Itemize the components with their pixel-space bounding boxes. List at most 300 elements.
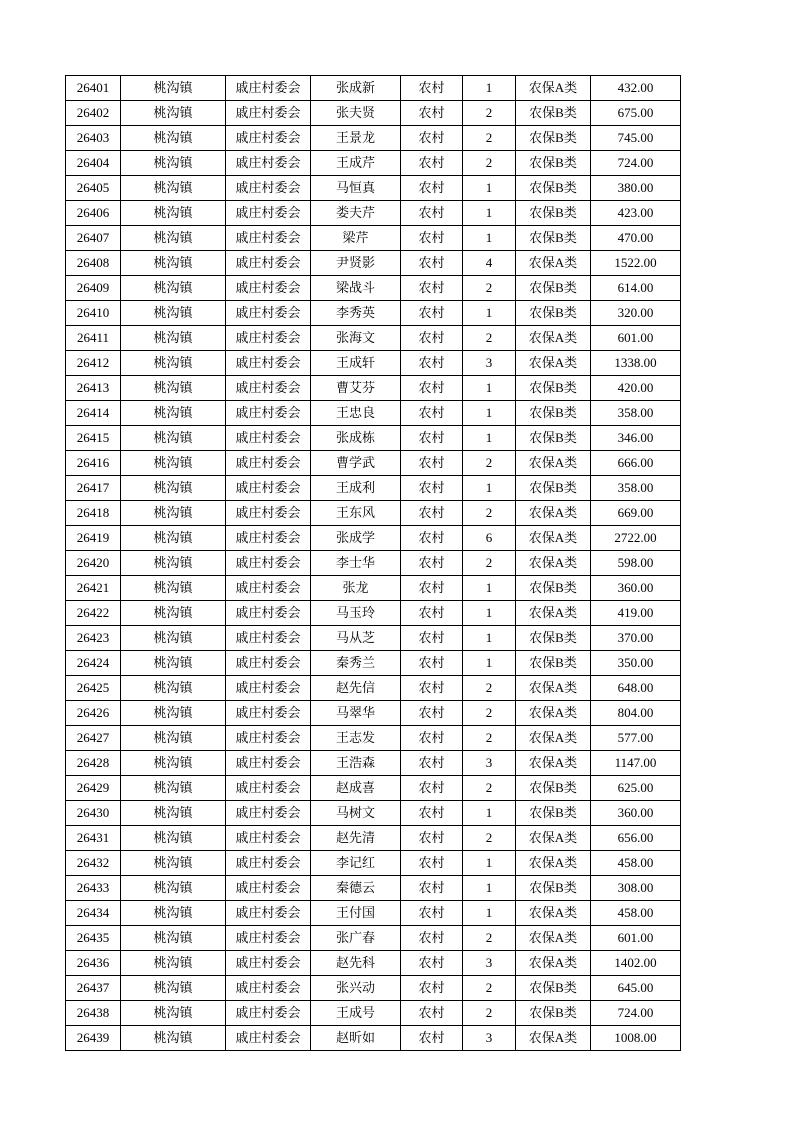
cell-type: 农村	[401, 426, 463, 451]
cell-type: 农村	[401, 276, 463, 301]
cell-amount: 724.00	[591, 1001, 681, 1026]
cell-type: 农村	[401, 1026, 463, 1051]
cell-name: 张成学	[311, 526, 401, 551]
cell-seq: 26417	[66, 476, 121, 501]
cell-village: 戚庄村委会	[226, 301, 311, 326]
cell-name: 梁战斗	[311, 276, 401, 301]
cell-type: 农村	[401, 851, 463, 876]
cell-town: 桃沟镇	[121, 876, 226, 901]
cell-seq: 26423	[66, 626, 121, 651]
cell-amount: 423.00	[591, 201, 681, 226]
cell-town: 桃沟镇	[121, 476, 226, 501]
cell-type: 农村	[401, 601, 463, 626]
cell-category: 农保B类	[516, 201, 591, 226]
cell-amount: 419.00	[591, 601, 681, 626]
cell-seq: 26432	[66, 851, 121, 876]
cell-count: 2	[463, 976, 516, 1001]
cell-name: 王东风	[311, 501, 401, 526]
cell-village: 戚庄村委会	[226, 201, 311, 226]
cell-village: 戚庄村委会	[226, 726, 311, 751]
cell-type: 农村	[401, 176, 463, 201]
cell-type: 农村	[401, 226, 463, 251]
cell-name: 娄夫芹	[311, 201, 401, 226]
cell-village: 戚庄村委会	[226, 526, 311, 551]
cell-town: 桃沟镇	[121, 701, 226, 726]
table-row	[66, 276, 681, 301]
table-row	[66, 76, 681, 101]
cell-name: 张成新	[311, 76, 401, 101]
cell-count: 2	[463, 551, 516, 576]
table-row	[66, 701, 681, 726]
cell-village: 戚庄村委会	[226, 76, 311, 101]
cell-name: 王景龙	[311, 126, 401, 151]
cell-count: 1	[463, 176, 516, 201]
cell-amount: 645.00	[591, 976, 681, 1001]
cell-type: 农村	[401, 101, 463, 126]
cell-village: 戚庄村委会	[226, 126, 311, 151]
cell-town: 桃沟镇	[121, 451, 226, 476]
cell-count: 2	[463, 701, 516, 726]
cell-seq: 26408	[66, 251, 121, 276]
cell-amount: 1522.00	[591, 251, 681, 276]
cell-amount: 656.00	[591, 826, 681, 851]
cell-village: 戚庄村委会	[226, 851, 311, 876]
cell-seq: 26404	[66, 151, 121, 176]
cell-amount: 308.00	[591, 876, 681, 901]
cell-count: 3	[463, 1026, 516, 1051]
cell-town: 桃沟镇	[121, 826, 226, 851]
cell-name: 李秀英	[311, 301, 401, 326]
table-row	[66, 201, 681, 226]
cell-seq: 26434	[66, 901, 121, 926]
cell-name: 王志发	[311, 726, 401, 751]
cell-type: 农村	[401, 501, 463, 526]
cell-name: 王成号	[311, 1001, 401, 1026]
cell-seq: 26414	[66, 401, 121, 426]
table-row	[66, 451, 681, 476]
cell-type: 农村	[401, 126, 463, 151]
cell-amount: 804.00	[591, 701, 681, 726]
cell-category: 农保A类	[516, 701, 591, 726]
cell-count: 1	[463, 201, 516, 226]
cell-count: 4	[463, 251, 516, 276]
cell-amount: 458.00	[591, 851, 681, 876]
cell-count: 1	[463, 226, 516, 251]
cell-amount: 1338.00	[591, 351, 681, 376]
cell-type: 农村	[401, 451, 463, 476]
cell-village: 戚庄村委会	[226, 801, 311, 826]
cell-amount: 745.00	[591, 126, 681, 151]
cell-category: 农保A类	[516, 351, 591, 376]
cell-seq: 26428	[66, 751, 121, 776]
benefits-table	[65, 75, 681, 1051]
cell-count: 1	[463, 301, 516, 326]
cell-name: 曹艾芬	[311, 376, 401, 401]
cell-count: 1	[463, 576, 516, 601]
cell-count: 1	[463, 901, 516, 926]
cell-name: 马从芝	[311, 626, 401, 651]
cell-town: 桃沟镇	[121, 851, 226, 876]
cell-amount: 675.00	[591, 101, 681, 126]
cell-count: 2	[463, 926, 516, 951]
cell-seq: 26422	[66, 601, 121, 626]
cell-amount: 724.00	[591, 151, 681, 176]
cell-count: 2	[463, 101, 516, 126]
cell-town: 桃沟镇	[121, 626, 226, 651]
table-row	[66, 101, 681, 126]
cell-amount: 380.00	[591, 176, 681, 201]
cell-town: 桃沟镇	[121, 1001, 226, 1026]
cell-count: 1	[463, 376, 516, 401]
cell-seq: 26437	[66, 976, 121, 1001]
cell-name: 张广春	[311, 926, 401, 951]
cell-type: 农村	[401, 626, 463, 651]
table-row	[66, 426, 681, 451]
cell-seq: 26402	[66, 101, 121, 126]
cell-category: 农保A类	[516, 951, 591, 976]
cell-amount: 1402.00	[591, 951, 681, 976]
table-row	[66, 776, 681, 801]
cell-name: 李士华	[311, 551, 401, 576]
cell-village: 戚庄村委会	[226, 1026, 311, 1051]
cell-type: 农村	[401, 701, 463, 726]
cell-seq: 26401	[66, 76, 121, 101]
cell-category: 农保B类	[516, 101, 591, 126]
table-row	[66, 1001, 681, 1026]
table-row	[66, 601, 681, 626]
cell-seq: 26436	[66, 951, 121, 976]
cell-type: 农村	[401, 201, 463, 226]
cell-count: 1	[463, 476, 516, 501]
cell-category: 农保A类	[516, 76, 591, 101]
cell-seq: 26403	[66, 126, 121, 151]
table-row	[66, 651, 681, 676]
cell-seq: 26439	[66, 1026, 121, 1051]
cell-type: 农村	[401, 376, 463, 401]
cell-name: 王浩森	[311, 751, 401, 776]
table-row	[66, 951, 681, 976]
cell-category: 农保A类	[516, 501, 591, 526]
cell-category: 农保A类	[516, 551, 591, 576]
table-row	[66, 126, 681, 151]
cell-type: 农村	[401, 326, 463, 351]
cell-count: 1	[463, 626, 516, 651]
cell-village: 戚庄村委会	[226, 226, 311, 251]
cell-amount: 648.00	[591, 676, 681, 701]
cell-count: 2	[463, 1001, 516, 1026]
table-row	[66, 751, 681, 776]
cell-name: 马树文	[311, 801, 401, 826]
cell-category: 农保A类	[516, 326, 591, 351]
cell-village: 戚庄村委会	[226, 351, 311, 376]
cell-village: 戚庄村委会	[226, 926, 311, 951]
cell-village: 戚庄村委会	[226, 426, 311, 451]
cell-town: 桃沟镇	[121, 926, 226, 951]
cell-town: 桃沟镇	[121, 576, 226, 601]
cell-village: 戚庄村委会	[226, 176, 311, 201]
table-row	[66, 1026, 681, 1051]
cell-town: 桃沟镇	[121, 901, 226, 926]
cell-category: 农保B类	[516, 226, 591, 251]
cell-amount: 432.00	[591, 76, 681, 101]
cell-count: 2	[463, 451, 516, 476]
cell-category: 农保A类	[516, 601, 591, 626]
table-row	[66, 726, 681, 751]
cell-seq: 26406	[66, 201, 121, 226]
cell-name: 赵先科	[311, 951, 401, 976]
cell-seq: 26420	[66, 551, 121, 576]
cell-name: 王成芹	[311, 151, 401, 176]
cell-town: 桃沟镇	[121, 776, 226, 801]
cell-category: 农保A类	[516, 526, 591, 551]
cell-type: 农村	[401, 826, 463, 851]
cell-type: 农村	[401, 976, 463, 1001]
cell-type: 农村	[401, 726, 463, 751]
cell-town: 桃沟镇	[121, 401, 226, 426]
cell-seq: 26419	[66, 526, 121, 551]
cell-type: 农村	[401, 476, 463, 501]
cell-category: 农保A类	[516, 751, 591, 776]
cell-village: 戚庄村委会	[226, 501, 311, 526]
cell-town: 桃沟镇	[121, 426, 226, 451]
cell-name: 赵先清	[311, 826, 401, 851]
table-row	[66, 551, 681, 576]
cell-count: 3	[463, 351, 516, 376]
table-row	[66, 476, 681, 501]
cell-category: 农保A类	[516, 726, 591, 751]
cell-category: 农保A类	[516, 251, 591, 276]
cell-village: 戚庄村委会	[226, 876, 311, 901]
cell-amount: 2722.00	[591, 526, 681, 551]
cell-count: 1	[463, 801, 516, 826]
cell-type: 农村	[401, 951, 463, 976]
cell-amount: 1147.00	[591, 751, 681, 776]
table-row	[66, 401, 681, 426]
cell-seq: 26421	[66, 576, 121, 601]
cell-name: 赵成喜	[311, 776, 401, 801]
cell-village: 戚庄村委会	[226, 251, 311, 276]
cell-village: 戚庄村委会	[226, 751, 311, 776]
cell-town: 桃沟镇	[121, 126, 226, 151]
table-row	[66, 826, 681, 851]
cell-amount: 614.00	[591, 276, 681, 301]
cell-category: 农保B类	[516, 426, 591, 451]
cell-amount: 598.00	[591, 551, 681, 576]
cell-seq: 26430	[66, 801, 121, 826]
cell-type: 农村	[401, 876, 463, 901]
cell-amount: 360.00	[591, 576, 681, 601]
cell-name: 张海文	[311, 326, 401, 351]
cell-category: 农保B类	[516, 1001, 591, 1026]
table-row	[66, 801, 681, 826]
table-row	[66, 326, 681, 351]
cell-seq: 26433	[66, 876, 121, 901]
cell-amount: 458.00	[591, 901, 681, 926]
cell-amount: 669.00	[591, 501, 681, 526]
cell-amount: 601.00	[591, 326, 681, 351]
cell-name: 梁芹	[311, 226, 401, 251]
cell-seq: 26409	[66, 276, 121, 301]
cell-seq: 26427	[66, 726, 121, 751]
cell-category: 农保B类	[516, 176, 591, 201]
table-row	[66, 301, 681, 326]
cell-type: 农村	[401, 651, 463, 676]
cell-category: 农保B类	[516, 976, 591, 1001]
cell-category: 农保A类	[516, 1026, 591, 1051]
cell-name: 王付国	[311, 901, 401, 926]
cell-amount: 625.00	[591, 776, 681, 801]
cell-type: 农村	[401, 526, 463, 551]
cell-category: 农保A类	[516, 851, 591, 876]
cell-town: 桃沟镇	[121, 251, 226, 276]
cell-type: 农村	[401, 901, 463, 926]
cell-type: 农村	[401, 751, 463, 776]
cell-amount: 350.00	[591, 651, 681, 676]
cell-count: 1	[463, 601, 516, 626]
table-row	[66, 976, 681, 1001]
cell-seq: 26407	[66, 226, 121, 251]
cell-count: 3	[463, 951, 516, 976]
cell-name: 张成栋	[311, 426, 401, 451]
cell-town: 桃沟镇	[121, 101, 226, 126]
cell-seq: 26426	[66, 701, 121, 726]
cell-town: 桃沟镇	[121, 726, 226, 751]
cell-category: 农保B类	[516, 126, 591, 151]
table-row	[66, 526, 681, 551]
cell-village: 戚庄村委会	[226, 151, 311, 176]
cell-name: 赵先信	[311, 676, 401, 701]
cell-town: 桃沟镇	[121, 76, 226, 101]
cell-name: 秦秀兰	[311, 651, 401, 676]
cell-amount: 346.00	[591, 426, 681, 451]
cell-amount: 470.00	[591, 226, 681, 251]
cell-name: 马恒真	[311, 176, 401, 201]
cell-amount: 420.00	[591, 376, 681, 401]
cell-amount: 358.00	[591, 476, 681, 501]
cell-type: 农村	[401, 776, 463, 801]
cell-town: 桃沟镇	[121, 601, 226, 626]
cell-category: 农保B类	[516, 151, 591, 176]
cell-name: 王成利	[311, 476, 401, 501]
cell-type: 农村	[401, 76, 463, 101]
cell-category: 农保B类	[516, 476, 591, 501]
cell-amount: 320.00	[591, 301, 681, 326]
cell-town: 桃沟镇	[121, 501, 226, 526]
cell-village: 戚庄村委会	[226, 101, 311, 126]
cell-seq: 26411	[66, 326, 121, 351]
cell-count: 2	[463, 826, 516, 851]
cell-town: 桃沟镇	[121, 351, 226, 376]
cell-town: 桃沟镇	[121, 801, 226, 826]
cell-town: 桃沟镇	[121, 151, 226, 176]
cell-seq: 26412	[66, 351, 121, 376]
cell-village: 戚庄村委会	[226, 776, 311, 801]
table-row	[66, 151, 681, 176]
cell-count: 1	[463, 76, 516, 101]
cell-seq: 26410	[66, 301, 121, 326]
cell-village: 戚庄村委会	[226, 951, 311, 976]
cell-category: 农保B类	[516, 276, 591, 301]
cell-type: 农村	[401, 676, 463, 701]
cell-amount: 1008.00	[591, 1026, 681, 1051]
cell-village: 戚庄村委会	[226, 601, 311, 626]
cell-count: 2	[463, 676, 516, 701]
cell-seq: 26425	[66, 676, 121, 701]
cell-town: 桃沟镇	[121, 276, 226, 301]
cell-count: 2	[463, 501, 516, 526]
cell-category: 农保B类	[516, 776, 591, 801]
cell-count: 2	[463, 126, 516, 151]
cell-amount: 358.00	[591, 401, 681, 426]
table-row	[66, 851, 681, 876]
cell-village: 戚庄村委会	[226, 676, 311, 701]
cell-count: 1	[463, 651, 516, 676]
cell-name: 张夫贤	[311, 101, 401, 126]
cell-amount: 601.00	[591, 926, 681, 951]
cell-town: 桃沟镇	[121, 526, 226, 551]
cell-type: 农村	[401, 301, 463, 326]
cell-name: 尹贤影	[311, 251, 401, 276]
cell-seq: 26413	[66, 376, 121, 401]
cell-town: 桃沟镇	[121, 1026, 226, 1051]
cell-name: 李记红	[311, 851, 401, 876]
cell-type: 农村	[401, 251, 463, 276]
cell-type: 农村	[401, 576, 463, 601]
cell-seq: 26424	[66, 651, 121, 676]
cell-village: 戚庄村委会	[226, 901, 311, 926]
cell-seq: 26429	[66, 776, 121, 801]
table-row	[66, 676, 681, 701]
cell-name: 曹学武	[311, 451, 401, 476]
table-row	[66, 926, 681, 951]
table-row	[66, 901, 681, 926]
cell-town: 桃沟镇	[121, 651, 226, 676]
cell-name: 赵昕如	[311, 1026, 401, 1051]
table-row	[66, 876, 681, 901]
cell-count: 1	[463, 876, 516, 901]
cell-town: 桃沟镇	[121, 551, 226, 576]
cell-town: 桃沟镇	[121, 676, 226, 701]
cell-seq: 26435	[66, 926, 121, 951]
cell-category: 农保B类	[516, 801, 591, 826]
cell-name: 马翠华	[311, 701, 401, 726]
cell-village: 戚庄村委会	[226, 401, 311, 426]
cell-category: 农保B类	[516, 576, 591, 601]
cell-count: 2	[463, 326, 516, 351]
cell-name: 马玉玲	[311, 601, 401, 626]
cell-name: 秦德云	[311, 876, 401, 901]
cell-amount: 666.00	[591, 451, 681, 476]
cell-town: 桃沟镇	[121, 301, 226, 326]
cell-category: 农保B类	[516, 651, 591, 676]
cell-village: 戚庄村委会	[226, 651, 311, 676]
cell-seq: 26418	[66, 501, 121, 526]
cell-town: 桃沟镇	[121, 751, 226, 776]
cell-village: 戚庄村委会	[226, 276, 311, 301]
cell-town: 桃沟镇	[121, 226, 226, 251]
cell-village: 戚庄村委会	[226, 626, 311, 651]
cell-category: 农保A类	[516, 901, 591, 926]
cell-category: 农保B类	[516, 376, 591, 401]
table-row	[66, 176, 681, 201]
cell-count: 1	[463, 851, 516, 876]
cell-village: 戚庄村委会	[226, 976, 311, 1001]
cell-count: 1	[463, 401, 516, 426]
cell-count: 3	[463, 751, 516, 776]
table-row	[66, 351, 681, 376]
cell-category: 农保B类	[516, 876, 591, 901]
cell-village: 戚庄村委会	[226, 476, 311, 501]
